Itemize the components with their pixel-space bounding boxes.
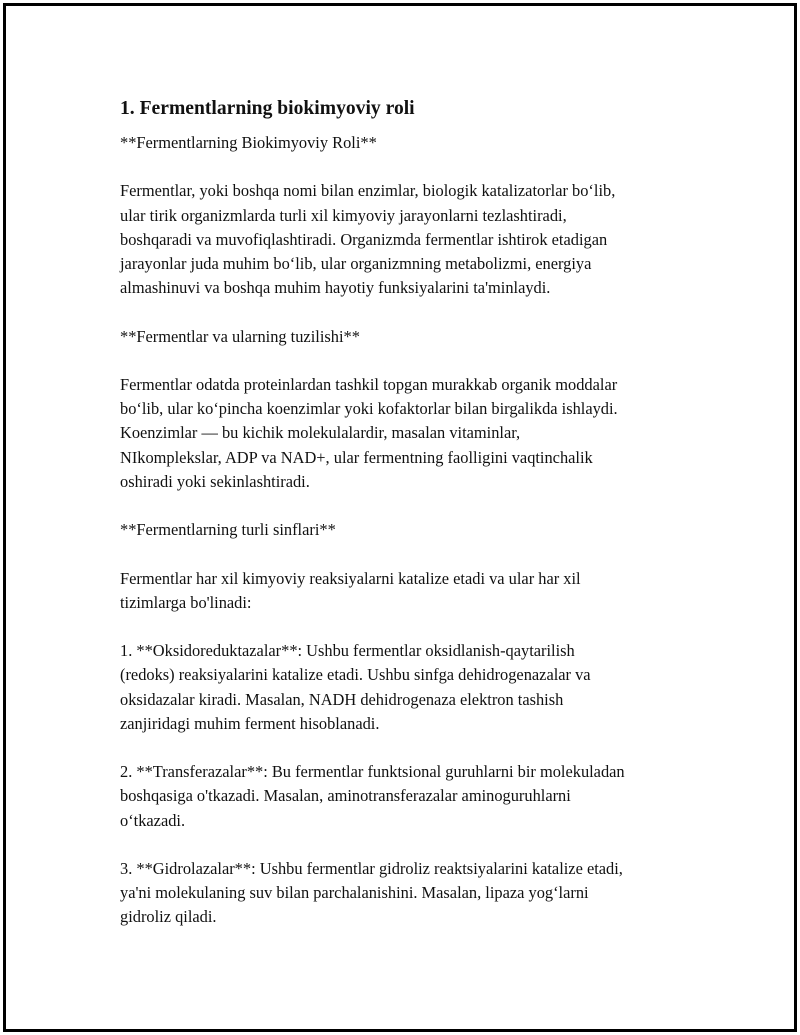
- document-body: [120, 94, 710, 954]
- list-item-oxidoreductases: [120, 639, 710, 736]
- text-line: **Fermentlarning turli sinflari**: [120, 520, 336, 540]
- page-frame: [3, 3, 797, 1032]
- text-line: Fermentlar, yoki boshqa nomi bilan enzimlar, biologik katalizatorlar bo‘lib,: [120, 181, 616, 201]
- text-line: oksidazalar kiradi. Masalan, NADH dehidrogenaza elektron tashish: [120, 689, 564, 709]
- list-item-transferases: [120, 760, 710, 833]
- text-line: 2. **Transferazalar**: Bu fermentlar funktsional guruhlarni bir molekuladan: [120, 762, 625, 782]
- page-title: 1. Fermentlarning biokimyoviy roli: [120, 98, 415, 119]
- text-line: 1. **Oksidoreduktazalar**: Ushbu fermentlar oksidlanish-qaytarilish: [120, 641, 575, 661]
- text-line: 3. **Gidrolazalar**: Ushbu fermentlar gidroliz reaktsiyalarini katalize etadi,: [120, 858, 623, 878]
- text-line: zanjiridagi muhim ferment hisoblanadi.: [120, 713, 380, 733]
- text-line: (redoks) reaksiyalarini katalize etadi. Ushbu sinfga dehidrogenazalar va: [120, 665, 591, 685]
- text-line: jarayonlar juda muhim bo‘lib, ular organizmning metabolizmi, energiya: [120, 254, 592, 273]
- section-heading-classes: [120, 518, 710, 542]
- text-line: **Fermentlarning Biokimyoviy Roli**: [120, 133, 377, 152]
- text-line: oshiradi yoki sekinlashtiradi.: [120, 471, 310, 491]
- text-line: gidroliz qiladi.: [120, 907, 217, 927]
- text-line: almashinuvi va boshqa muhim hayotiy funksiyalarini ta'minlaydi.: [120, 278, 551, 298]
- text-line: o‘tkazadi.: [120, 810, 186, 830]
- text-line: boshqaradi va muvofiqlashtiradi. Organizmda fermentlar ishtirok etadigan: [120, 229, 608, 249]
- list-item-hydrolases: [120, 857, 710, 930]
- text-line: boshqasiga o'tkazadi. Masalan, aminotransferazalar aminoguruhlarni: [120, 786, 571, 806]
- text-line: ular tirik organizmlarda turli xil kimyoviy jarayonlarni tezlashtiradi,: [120, 205, 567, 225]
- subtitle-paragraph: [120, 131, 710, 155]
- section-heading-structure: [120, 325, 710, 349]
- text-line: Fermentlar odatda proteinlardan tashkil topgan murakkab organik moddalar: [120, 374, 618, 394]
- intro-paragraph: [120, 179, 710, 300]
- text-line: bo‘lib, ular ko‘pincha koenzimlar yoki kofaktorlar bilan birgalikda ishlaydi.: [120, 399, 618, 419]
- structure-paragraph: [120, 373, 710, 494]
- text-line: NIkomplekslar, ADP va NAD+, ular fermentning faolligini vaqtinchalik: [120, 447, 593, 467]
- text-line: Fermentlar har xil kimyoviy reaksiyalarni katalize etadi va ular har xil: [120, 568, 581, 588]
- text-line: **Fermentlar va ularning tuzilishi**: [120, 326, 360, 346]
- text-line: Koenzimlar — bu kichik molekulalardir, masalan vitaminlar,: [120, 423, 521, 443]
- classes-intro-paragraph: [120, 567, 710, 615]
- text-line: tizimlarga bo'linadi:: [120, 592, 252, 612]
- text-line: ya'ni molekulaning suv bilan parchalanishini. Masalan, lipaza yog‘larni: [120, 883, 589, 903]
